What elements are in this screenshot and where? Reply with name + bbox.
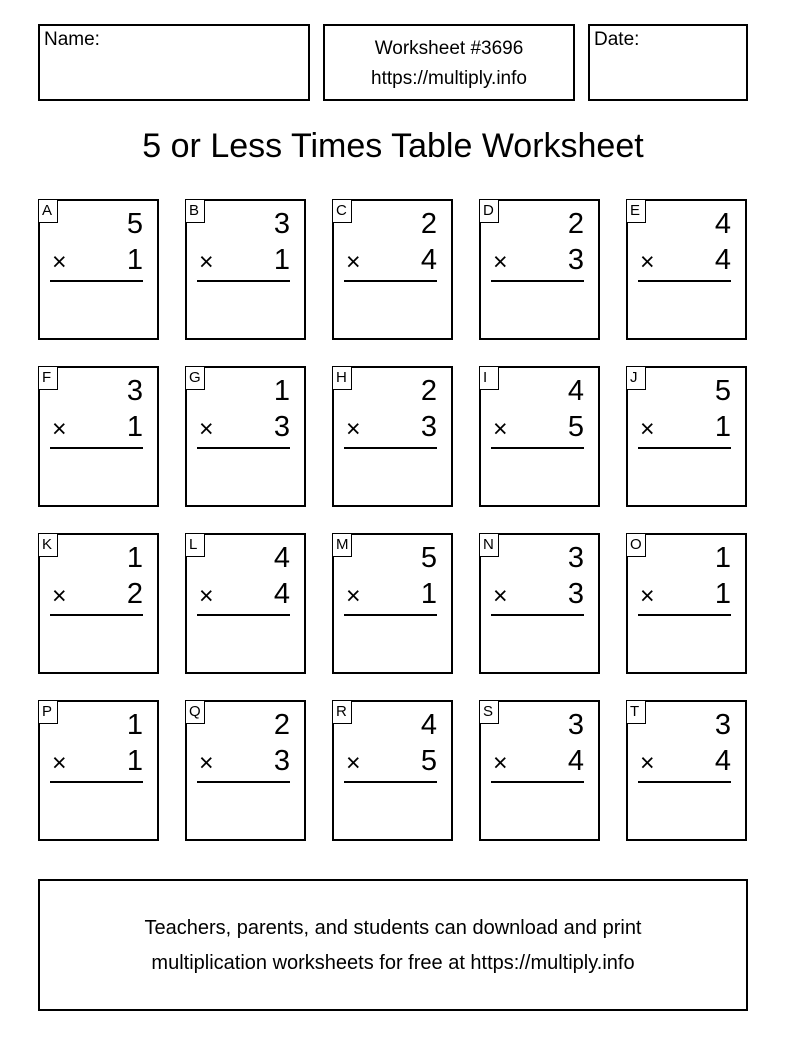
problem-letter: L xyxy=(185,533,205,557)
problem-card[interactable] xyxy=(332,199,453,340)
footer-box xyxy=(38,879,748,1011)
problem-letter: I xyxy=(479,366,499,390)
multiplicand: 2 xyxy=(420,375,437,407)
problem-letter: Q xyxy=(185,700,205,724)
problem-card[interactable] xyxy=(38,199,159,340)
answer-line xyxy=(197,447,290,449)
problem-letter: C xyxy=(332,199,352,223)
problem-letter: P xyxy=(38,700,58,724)
multiplicand: 5 xyxy=(126,208,143,240)
times-sign: × xyxy=(52,415,67,443)
answer-line xyxy=(491,781,584,783)
problem-card[interactable] xyxy=(185,366,306,507)
answer-line xyxy=(638,447,731,449)
problem-letter: T xyxy=(626,700,646,724)
times-sign: × xyxy=(346,749,361,777)
problem-letter: D xyxy=(479,199,499,223)
problem-card[interactable] xyxy=(332,366,453,507)
times-sign: × xyxy=(199,582,214,610)
multiplier: 2 xyxy=(126,578,143,610)
multiplier: 4 xyxy=(714,745,731,777)
answer-line xyxy=(50,447,143,449)
answer-line xyxy=(344,280,437,282)
answer-line xyxy=(50,614,143,616)
problem-card[interactable] xyxy=(38,366,159,507)
times-sign: × xyxy=(199,248,214,276)
multiplicand: 1 xyxy=(126,542,143,574)
multiplicand: 4 xyxy=(567,375,584,407)
answer-line xyxy=(344,447,437,449)
page-title: 5 or Less Times Table Worksheet xyxy=(142,127,644,165)
problem-card[interactable] xyxy=(626,199,747,340)
multiplicand: 5 xyxy=(714,375,731,407)
problem-card[interactable] xyxy=(38,700,159,841)
multiplicand: 2 xyxy=(567,208,584,240)
problem-letter: J xyxy=(626,366,646,390)
times-sign: × xyxy=(493,248,508,276)
times-sign: × xyxy=(346,248,361,276)
problem-card[interactable] xyxy=(332,700,453,841)
date-label: Date: xyxy=(594,29,640,50)
problem-letter: S xyxy=(479,700,499,724)
problem-card[interactable] xyxy=(185,700,306,841)
footer-line-2: multiplication worksheets for free at https://multiply.info xyxy=(151,952,635,974)
problem-card[interactable] xyxy=(626,533,747,674)
multiplicand: 4 xyxy=(714,208,731,240)
problem-letter: B xyxy=(185,199,205,223)
worksheet-info-box xyxy=(323,24,575,101)
problem-card[interactable] xyxy=(185,533,306,674)
multiplicand: 5 xyxy=(420,542,437,574)
answer-line xyxy=(491,447,584,449)
multiplicand: 3 xyxy=(126,375,143,407)
answer-line xyxy=(638,614,731,616)
problem-card[interactable] xyxy=(479,366,600,507)
times-sign: × xyxy=(493,415,508,443)
multiplier: 1 xyxy=(126,745,143,777)
multiplier: 4 xyxy=(714,244,731,276)
times-sign: × xyxy=(52,749,67,777)
multiplicand: 3 xyxy=(567,542,584,574)
website-link[interactable]: https://multiply.info xyxy=(371,68,527,89)
problem-letter: F xyxy=(38,366,58,390)
times-sign: × xyxy=(199,415,214,443)
answer-line xyxy=(638,280,731,282)
multiplicand: 2 xyxy=(420,208,437,240)
multiplicand: 1 xyxy=(126,709,143,741)
footer-line-1: Teachers, parents, and students can download and print xyxy=(144,917,642,939)
times-sign: × xyxy=(52,248,67,276)
times-sign: × xyxy=(346,582,361,610)
times-sign: × xyxy=(199,749,214,777)
multiplicand: 3 xyxy=(273,208,290,240)
answer-line xyxy=(491,280,584,282)
answer-line xyxy=(50,781,143,783)
times-sign: × xyxy=(640,582,655,610)
date-field-box[interactable] xyxy=(588,24,748,101)
multiplier: 3 xyxy=(273,745,290,777)
multiplier: 4 xyxy=(273,578,290,610)
answer-line xyxy=(344,781,437,783)
problem-card[interactable] xyxy=(626,366,747,507)
answer-line xyxy=(638,781,731,783)
multiplicand: 3 xyxy=(714,709,731,741)
problem-letter: H xyxy=(332,366,352,390)
worksheet-number: Worksheet #3696 xyxy=(374,38,524,59)
multiplicand: 4 xyxy=(420,709,437,741)
multiplicand: 2 xyxy=(273,709,290,741)
problem-card[interactable] xyxy=(185,199,306,340)
multiplicand: 1 xyxy=(714,542,731,574)
multiplier: 4 xyxy=(567,745,584,777)
times-sign: × xyxy=(640,415,655,443)
times-sign: × xyxy=(52,582,67,610)
answer-line xyxy=(344,614,437,616)
multiplier: 3 xyxy=(567,244,584,276)
answer-line xyxy=(197,614,290,616)
multiplier: 1 xyxy=(273,244,290,276)
name-label: Name: xyxy=(44,29,100,50)
problem-card[interactable] xyxy=(332,533,453,674)
problem-letter: K xyxy=(38,533,58,557)
problem-letter: E xyxy=(626,199,646,223)
problem-card[interactable] xyxy=(479,700,600,841)
problem-card[interactable] xyxy=(626,700,747,841)
problem-card[interactable] xyxy=(479,533,600,674)
times-sign: × xyxy=(640,749,655,777)
multiplier: 3 xyxy=(567,578,584,610)
problem-letter: R xyxy=(332,700,352,724)
multiplier: 1 xyxy=(420,578,437,610)
problem-letter: O xyxy=(626,533,646,557)
problem-card[interactable] xyxy=(479,199,600,340)
answer-line xyxy=(197,280,290,282)
multiplier: 5 xyxy=(567,411,584,443)
problem-letter: A xyxy=(38,199,58,223)
multiplier: 1 xyxy=(714,578,731,610)
multiplier: 3 xyxy=(273,411,290,443)
times-sign: × xyxy=(640,248,655,276)
multiplier: 1 xyxy=(714,411,731,443)
multiplicand: 3 xyxy=(567,709,584,741)
multiplier: 1 xyxy=(126,244,143,276)
times-sign: × xyxy=(493,582,508,610)
multiplicand: 4 xyxy=(273,542,290,574)
problem-letter: N xyxy=(479,533,499,557)
problem-card[interactable] xyxy=(38,533,159,674)
answer-line xyxy=(491,614,584,616)
answer-line xyxy=(50,280,143,282)
problem-letter: G xyxy=(185,366,205,390)
multiplier: 4 xyxy=(420,244,437,276)
answer-line xyxy=(197,781,290,783)
name-field-box[interactable] xyxy=(38,24,310,101)
multiplier: 3 xyxy=(420,411,437,443)
multiplier: 1 xyxy=(126,411,143,443)
times-sign: × xyxy=(493,749,508,777)
multiplier: 5 xyxy=(420,745,437,777)
problem-letter: M xyxy=(332,533,352,557)
multiplicand: 1 xyxy=(273,375,290,407)
times-sign: × xyxy=(346,415,361,443)
